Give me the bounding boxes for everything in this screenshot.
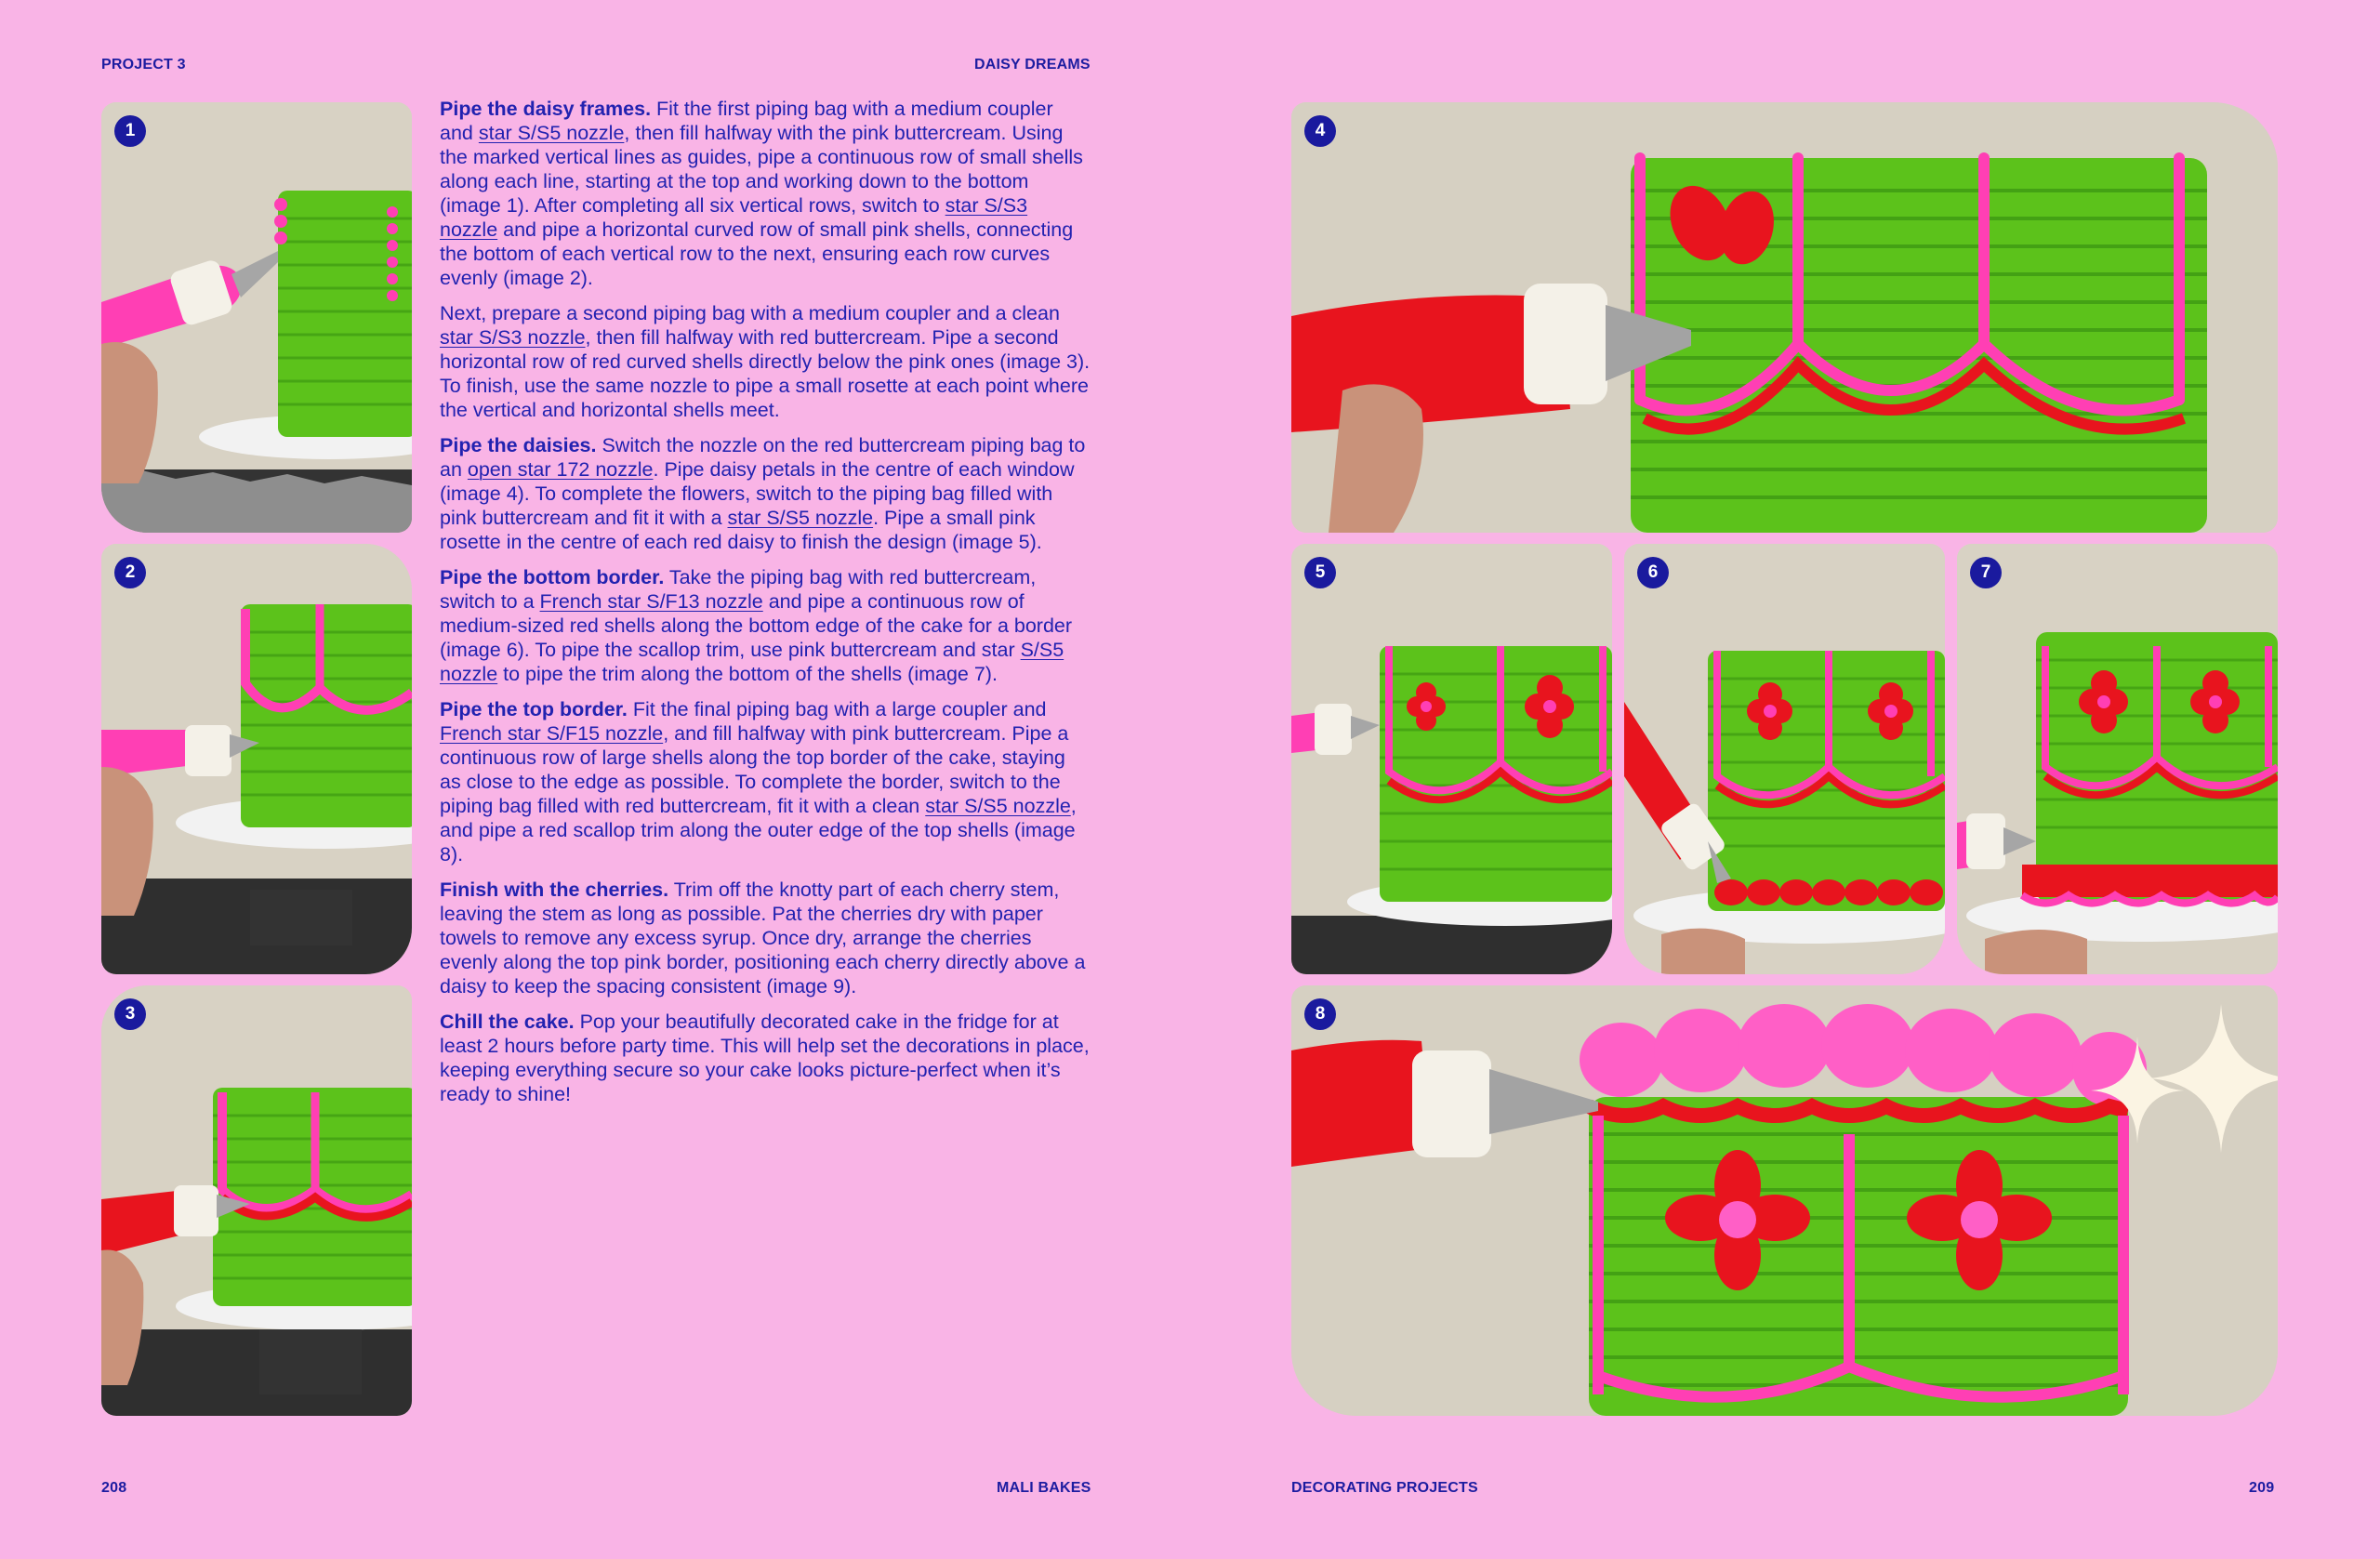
nozzle-link[interactable]: S/S5 nozzle (440, 639, 1064, 685)
paragraph-text: Trim off the knotty part of each cherry stem, leaving the stem as long as possible. Pat the cherries dry with paper towels to remove any excess syrup. Once dry, arrange the cherries evenly along the top pink border, positioning each cherry directly above a daisy to keep the spacing consistent (image 9). (440, 879, 1086, 997)
paragraph-pipe-daisies (440, 433, 1091, 554)
step-number-badge: 2 (114, 557, 146, 588)
nozzle-link[interactable]: open star 172 nozzle (467, 458, 654, 481)
paragraph-text: . Pipe a small pink rosette in the centre of each red daisy to finish the design (image 5). (440, 507, 1042, 553)
paragraph-heading: Pipe the daisies. (440, 434, 597, 456)
paragraph-text: Take the piping bag with red buttercream, switch to a (440, 566, 1037, 613)
page-number-left: 208 (101, 1480, 127, 1496)
paragraph-text: Next, prepare a second piping bag with a medium coupler and a clean (440, 302, 1060, 324)
step-number-badge: 5 (1304, 557, 1336, 588)
page-number-right: 209 (2249, 1480, 2275, 1496)
running-header-right: DAISY DREAMS (974, 57, 1091, 73)
book-title-footer: MALI BAKES (997, 1480, 1091, 1496)
section-title-footer: DECORATING PROJECTS (1291, 1480, 1478, 1496)
paragraph-cherries (440, 878, 1091, 998)
instructions-text (440, 97, 1091, 1117)
paragraph-top-border (440, 697, 1091, 866)
paragraph-heading: Finish with the cherries. (440, 879, 669, 901)
paragraph-heading: Pipe the daisy frames. (440, 98, 652, 120)
cake-illustration (101, 985, 412, 1416)
nozzle-link[interactable]: star S/S5 nozzle (727, 507, 874, 529)
paragraph-text: Fit the first piping bag with a medium coupler and (440, 98, 1053, 144)
paragraph-text: , and pipe a red scallop trim along the outer edge of the top shells (image 8). (440, 795, 1077, 865)
cake-illustration (101, 544, 412, 974)
paragraph-pipe-daisy-frames (440, 97, 1091, 290)
step-photo-1 (101, 102, 412, 533)
step-number-badge: 6 (1637, 557, 1669, 588)
nozzle-link[interactable]: star S/S5 nozzle (925, 795, 1071, 817)
running-header-left: PROJECT 3 (101, 57, 186, 73)
paragraph-heading: Pipe the bottom border. (440, 566, 665, 588)
step-photo-3 (101, 985, 412, 1416)
paragraph-heading: Chill the cake. (440, 1011, 575, 1033)
paragraph-red-shells (440, 301, 1091, 422)
step-photo-8 (1291, 985, 2278, 1416)
cake-illustration (1291, 985, 2278, 1416)
paragraph-text: and pipe a horizontal curved row of small pink shells, connecting the bottom of each vertical row to the next, ensuring each row curves evenly (image 2). (440, 218, 1074, 289)
step-photo-4 (1291, 102, 2278, 533)
paragraph-text: Pop your beautifully decorated cake in the fridge for at least 2 hours before party time. This will help set the decorations in place, keeping everything secure so your cake looks picture-perfect when it’s ready to shine! (440, 1011, 1090, 1105)
paragraph-text: , then fill halfway with the pink buttercream. Using the marked vertical lines as guides, pipe a continuous row of small shells along each line, starting at the top and working down to the bottom (image 1). After completing all six vertical rows, switch to (440, 122, 1083, 217)
step-photo-7 (1957, 544, 2278, 974)
cake-illustration (101, 102, 412, 533)
nozzle-link[interactable]: star S/S5 nozzle (478, 122, 625, 144)
step-photo-5 (1291, 544, 1612, 974)
step-number-badge: 1 (114, 115, 146, 147)
step-number-badge: 7 (1970, 557, 2002, 588)
step-number-badge: 8 (1304, 998, 1336, 1030)
step-number-badge: 3 (114, 998, 146, 1030)
nozzle-link[interactable]: star S/S3 nozzle (440, 194, 1028, 241)
paragraph-text: to pipe the trim along the bottom of the shells (image 7). (497, 663, 998, 685)
cake-illustration (1291, 102, 2278, 533)
nozzle-link[interactable]: French star S/F13 nozzle (539, 590, 763, 613)
nozzle-link[interactable]: star S/S3 nozzle (440, 326, 586, 349)
paragraph-text: Fit the final piping bag with a large coupler and (627, 698, 1047, 720)
step-number-badge: 4 (1304, 115, 1336, 147)
paragraph-bottom-border (440, 565, 1091, 686)
paragraph-text: . Pipe daisy petals in the centre of each window (image 4). To complete the flowers, switch to the piping bag filled with pink buttercream and fit it with a (440, 458, 1075, 529)
step-photo-2 (101, 544, 412, 974)
step-photo-6 (1624, 544, 1945, 974)
nozzle-link[interactable]: French star S/F15 nozzle (440, 722, 664, 745)
paragraph-text: Switch the nozzle on the red buttercream piping bag to an (440, 434, 1086, 481)
paragraph-text: and pipe a continuous row of medium-sized red shells along the bottom edge of the cake for a border (image 6). To pipe the scallop trim, use pink buttercream and star (440, 590, 1073, 661)
cake-illustration (1624, 544, 1945, 974)
cake-illustration (1957, 544, 2278, 974)
paragraph-text: , and fill halfway with pink buttercream. Pipe a continuous row of large shells along the top border of the cake, staying as close to the edge as possible. To complete the border, switch to the piping bag filled with red buttercream, fit it with a clean (440, 722, 1069, 817)
paragraph-heading: Pipe the top border. (440, 698, 628, 720)
paragraph-text: , then fill halfway with red buttercream. Pipe a second horizontal row of red curved shells directly below the pink ones (image 3). To finish, use the same nozzle to pipe a small rosette at each point where the vertical and horizontal shells meet. (440, 326, 1091, 421)
paragraph-chill (440, 1010, 1091, 1106)
cake-illustration (1291, 544, 1612, 974)
